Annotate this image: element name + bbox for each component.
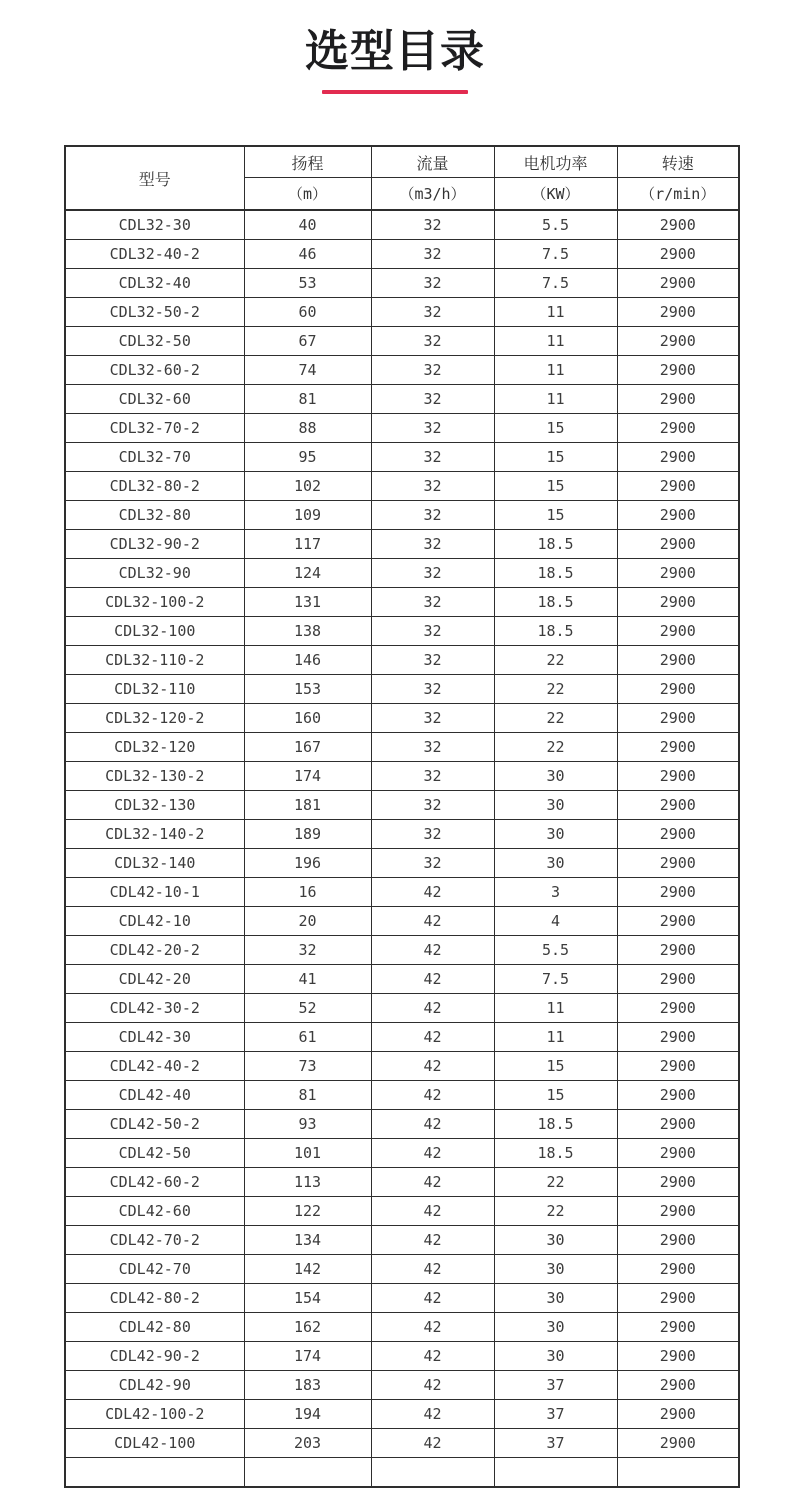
table-row bbox=[65, 1197, 739, 1226]
speed-cell: 2900 bbox=[617, 356, 739, 385]
table-row bbox=[65, 1400, 739, 1429]
header-label-row bbox=[65, 146, 739, 178]
head-cell: 142 bbox=[244, 1255, 371, 1284]
head-cell: 81 bbox=[244, 385, 371, 414]
power-cell: 18.5 bbox=[494, 1110, 617, 1139]
model-cell: CDL42-10-1 bbox=[65, 878, 244, 907]
speed-cell: 2900 bbox=[617, 820, 739, 849]
head-cell: 41 bbox=[244, 965, 371, 994]
page-title: 选型目录 bbox=[305, 26, 485, 77]
flow-cell: 32 bbox=[371, 443, 494, 472]
table-row bbox=[65, 1284, 739, 1313]
power-cell: 15 bbox=[494, 414, 617, 443]
flow-cell: 42 bbox=[371, 907, 494, 936]
head-cell: 124 bbox=[244, 559, 371, 588]
flow-cell: 32 bbox=[371, 385, 494, 414]
head-cell: 40 bbox=[244, 210, 371, 240]
table-row bbox=[65, 675, 739, 704]
flow-cell: 32 bbox=[371, 646, 494, 675]
table-body bbox=[65, 210, 739, 1487]
speed-cell: 2900 bbox=[617, 965, 739, 994]
table-row bbox=[65, 501, 739, 530]
col-header-speed: 转速 bbox=[617, 146, 739, 178]
model-cell: CDL42-50 bbox=[65, 1139, 244, 1168]
speed-cell: 2900 bbox=[617, 1139, 739, 1168]
flow-cell: 42 bbox=[371, 1197, 494, 1226]
table-row bbox=[65, 1313, 739, 1342]
table-row bbox=[65, 298, 739, 327]
head-cell: 93 bbox=[244, 1110, 371, 1139]
table-row bbox=[65, 849, 739, 878]
power-cell: 15 bbox=[494, 472, 617, 501]
flow-cell: 32 bbox=[371, 269, 494, 298]
table-row bbox=[65, 1081, 739, 1110]
power-cell: 15 bbox=[494, 501, 617, 530]
speed-cell: 2900 bbox=[617, 617, 739, 646]
flow-cell: 32 bbox=[371, 356, 494, 385]
power-cell: 11 bbox=[494, 327, 617, 356]
flow-cell: 42 bbox=[371, 1255, 494, 1284]
head-cell: 194 bbox=[244, 1400, 371, 1429]
head-cell: 131 bbox=[244, 588, 371, 617]
model-cell: CDL32-70 bbox=[65, 443, 244, 472]
table-row bbox=[65, 733, 739, 762]
head-cell: 32 bbox=[244, 936, 371, 965]
power-cell: 15 bbox=[494, 1081, 617, 1110]
table-row bbox=[65, 588, 739, 617]
power-cell bbox=[494, 1458, 617, 1488]
model-cell: CDL32-80 bbox=[65, 501, 244, 530]
speed-cell: 2900 bbox=[617, 588, 739, 617]
flow-cell: 32 bbox=[371, 733, 494, 762]
model-cell: CDL42-40-2 bbox=[65, 1052, 244, 1081]
speed-cell: 2900 bbox=[617, 1110, 739, 1139]
power-cell: 3 bbox=[494, 878, 617, 907]
table-row bbox=[65, 936, 739, 965]
flow-cell: 32 bbox=[371, 588, 494, 617]
model-cell: CDL42-90-2 bbox=[65, 1342, 244, 1371]
speed-cell: 2900 bbox=[617, 646, 739, 675]
table-row bbox=[65, 559, 739, 588]
table-row bbox=[65, 327, 739, 356]
head-cell: 189 bbox=[244, 820, 371, 849]
model-cell: CDL42-30 bbox=[65, 1023, 244, 1052]
power-cell: 18.5 bbox=[494, 1139, 617, 1168]
model-cell: CDL32-140 bbox=[65, 849, 244, 878]
speed-cell: 2900 bbox=[617, 501, 739, 530]
flow-cell: 32 bbox=[371, 298, 494, 327]
table-row bbox=[65, 1168, 739, 1197]
head-cell: 102 bbox=[244, 472, 371, 501]
col-unit-speed: （r/min） bbox=[617, 178, 739, 211]
table-header bbox=[65, 146, 739, 210]
power-cell: 11 bbox=[494, 298, 617, 327]
model-cell: CDL32-70-2 bbox=[65, 414, 244, 443]
speed-cell: 2900 bbox=[617, 1226, 739, 1255]
head-cell: 160 bbox=[244, 704, 371, 733]
flow-cell: 42 bbox=[371, 1400, 494, 1429]
title-underline bbox=[322, 90, 468, 94]
col-unit-head: （m） bbox=[244, 178, 371, 211]
table-row bbox=[65, 1371, 739, 1400]
flow-cell: 42 bbox=[371, 965, 494, 994]
head-cell: 134 bbox=[244, 1226, 371, 1255]
power-cell: 7.5 bbox=[494, 269, 617, 298]
model-cell: CDL42-20 bbox=[65, 965, 244, 994]
power-cell: 30 bbox=[494, 1226, 617, 1255]
power-cell: 7.5 bbox=[494, 965, 617, 994]
speed-cell: 2900 bbox=[617, 298, 739, 327]
speed-cell bbox=[617, 1458, 739, 1488]
head-cell: 138 bbox=[244, 617, 371, 646]
model-cell: CDL42-20-2 bbox=[65, 936, 244, 965]
model-cell: CDL42-80-2 bbox=[65, 1284, 244, 1313]
speed-cell: 2900 bbox=[617, 559, 739, 588]
flow-cell: 42 bbox=[371, 1284, 494, 1313]
page-header bbox=[0, 0, 790, 94]
model-cell: CDL42-80 bbox=[65, 1313, 244, 1342]
flow-cell bbox=[371, 1458, 494, 1488]
head-cell: 101 bbox=[244, 1139, 371, 1168]
speed-cell: 2900 bbox=[617, 1168, 739, 1197]
col-unit-power: （KW） bbox=[494, 178, 617, 211]
power-cell: 15 bbox=[494, 443, 617, 472]
head-cell: 95 bbox=[244, 443, 371, 472]
table-row bbox=[65, 530, 739, 559]
flow-cell: 32 bbox=[371, 501, 494, 530]
power-cell: 5.5 bbox=[494, 936, 617, 965]
flow-cell: 32 bbox=[371, 530, 494, 559]
head-cell: 74 bbox=[244, 356, 371, 385]
power-cell: 30 bbox=[494, 1255, 617, 1284]
col-header-head: 扬程 bbox=[244, 146, 371, 178]
speed-cell: 2900 bbox=[617, 762, 739, 791]
flow-cell: 42 bbox=[371, 1081, 494, 1110]
table-row bbox=[65, 646, 739, 675]
model-cell: CDL42-90 bbox=[65, 1371, 244, 1400]
model-cell: CDL32-100-2 bbox=[65, 588, 244, 617]
power-cell: 37 bbox=[494, 1429, 617, 1458]
speed-cell: 2900 bbox=[617, 1400, 739, 1429]
power-cell: 30 bbox=[494, 849, 617, 878]
model-cell: CDL32-120 bbox=[65, 733, 244, 762]
head-cell: 113 bbox=[244, 1168, 371, 1197]
head-cell: 167 bbox=[244, 733, 371, 762]
speed-cell: 2900 bbox=[617, 907, 739, 936]
col-header-power: 电机功率 bbox=[494, 146, 617, 178]
speed-cell: 2900 bbox=[617, 704, 739, 733]
model-cell: CDL42-70 bbox=[65, 1255, 244, 1284]
head-cell: 181 bbox=[244, 791, 371, 820]
head-cell: 183 bbox=[244, 1371, 371, 1400]
speed-cell: 2900 bbox=[617, 849, 739, 878]
model-cell: CDL32-30 bbox=[65, 210, 244, 240]
model-cell: CDL32-90-2 bbox=[65, 530, 244, 559]
head-cell: 61 bbox=[244, 1023, 371, 1052]
table-row bbox=[65, 269, 739, 298]
flow-cell: 42 bbox=[371, 1168, 494, 1197]
head-cell: 73 bbox=[244, 1052, 371, 1081]
selection-table bbox=[64, 145, 740, 1488]
model-cell: CDL32-110-2 bbox=[65, 646, 244, 675]
speed-cell: 2900 bbox=[617, 994, 739, 1023]
flow-cell: 32 bbox=[371, 210, 494, 240]
model-cell: CDL32-120-2 bbox=[65, 704, 244, 733]
speed-cell: 2900 bbox=[617, 1284, 739, 1313]
head-cell: 46 bbox=[244, 240, 371, 269]
speed-cell: 2900 bbox=[617, 269, 739, 298]
speed-cell: 2900 bbox=[617, 1342, 739, 1371]
model-cell: CDL32-140-2 bbox=[65, 820, 244, 849]
flow-cell: 42 bbox=[371, 1226, 494, 1255]
model-cell: CDL42-60 bbox=[65, 1197, 244, 1226]
speed-cell: 2900 bbox=[617, 1255, 739, 1284]
table-row bbox=[65, 762, 739, 791]
model-cell bbox=[65, 1458, 244, 1488]
speed-cell: 2900 bbox=[617, 936, 739, 965]
model-cell: CDL32-130 bbox=[65, 791, 244, 820]
power-cell: 4 bbox=[494, 907, 617, 936]
speed-cell: 2900 bbox=[617, 1023, 739, 1052]
flow-cell: 42 bbox=[371, 1052, 494, 1081]
power-cell: 30 bbox=[494, 1284, 617, 1313]
model-cell: CDL42-30-2 bbox=[65, 994, 244, 1023]
table-row bbox=[65, 240, 739, 269]
model-cell: CDL42-60-2 bbox=[65, 1168, 244, 1197]
speed-cell: 2900 bbox=[617, 878, 739, 907]
head-cell: 203 bbox=[244, 1429, 371, 1458]
head-cell: 16 bbox=[244, 878, 371, 907]
model-cell: CDL32-60 bbox=[65, 385, 244, 414]
power-cell: 11 bbox=[494, 1023, 617, 1052]
head-cell: 153 bbox=[244, 675, 371, 704]
flow-cell: 32 bbox=[371, 820, 494, 849]
power-cell: 18.5 bbox=[494, 530, 617, 559]
head-cell: 67 bbox=[244, 327, 371, 356]
flow-cell: 32 bbox=[371, 762, 494, 791]
speed-cell: 2900 bbox=[617, 791, 739, 820]
head-cell: 109 bbox=[244, 501, 371, 530]
model-cell: CDL42-100 bbox=[65, 1429, 244, 1458]
table-row bbox=[65, 414, 739, 443]
speed-cell: 2900 bbox=[617, 472, 739, 501]
power-cell: 11 bbox=[494, 356, 617, 385]
table-row bbox=[65, 210, 739, 240]
speed-cell: 2900 bbox=[617, 733, 739, 762]
model-cell: CDL32-50-2 bbox=[65, 298, 244, 327]
model-cell: CDL32-40-2 bbox=[65, 240, 244, 269]
head-cell: 174 bbox=[244, 762, 371, 791]
head-cell: 52 bbox=[244, 994, 371, 1023]
power-cell: 18.5 bbox=[494, 617, 617, 646]
table-row bbox=[65, 907, 739, 936]
power-cell: 5.5 bbox=[494, 210, 617, 240]
flow-cell: 32 bbox=[371, 791, 494, 820]
table-row bbox=[65, 356, 739, 385]
head-cell: 53 bbox=[244, 269, 371, 298]
table-row-partial bbox=[65, 1458, 739, 1488]
model-cell: CDL32-130-2 bbox=[65, 762, 244, 791]
model-cell: CDL32-110 bbox=[65, 675, 244, 704]
flow-cell: 32 bbox=[371, 704, 494, 733]
flow-cell: 32 bbox=[371, 559, 494, 588]
speed-cell: 2900 bbox=[617, 675, 739, 704]
head-cell: 88 bbox=[244, 414, 371, 443]
speed-cell: 2900 bbox=[617, 1052, 739, 1081]
head-cell: 196 bbox=[244, 849, 371, 878]
speed-cell: 2900 bbox=[617, 443, 739, 472]
flow-cell: 42 bbox=[371, 1429, 494, 1458]
power-cell: 22 bbox=[494, 733, 617, 762]
speed-cell: 2900 bbox=[617, 210, 739, 240]
speed-cell: 2900 bbox=[617, 530, 739, 559]
model-cell: CDL42-40 bbox=[65, 1081, 244, 1110]
table-row bbox=[65, 472, 739, 501]
power-cell: 15 bbox=[494, 1052, 617, 1081]
head-cell: 117 bbox=[244, 530, 371, 559]
power-cell: 22 bbox=[494, 646, 617, 675]
model-cell: CDL32-90 bbox=[65, 559, 244, 588]
col-header-flow: 流量 bbox=[371, 146, 494, 178]
flow-cell: 32 bbox=[371, 414, 494, 443]
flow-cell: 32 bbox=[371, 617, 494, 646]
model-cell: CDL32-50 bbox=[65, 327, 244, 356]
flow-cell: 42 bbox=[371, 1023, 494, 1052]
model-cell: CDL32-100 bbox=[65, 617, 244, 646]
col-header-model: 型号 bbox=[65, 146, 244, 210]
model-cell: CDL32-60-2 bbox=[65, 356, 244, 385]
power-cell: 11 bbox=[494, 385, 617, 414]
power-cell: 7.5 bbox=[494, 240, 617, 269]
flow-cell: 32 bbox=[371, 849, 494, 878]
model-cell: CDL42-70-2 bbox=[65, 1226, 244, 1255]
table-row bbox=[65, 994, 739, 1023]
flow-cell: 42 bbox=[371, 936, 494, 965]
table-row bbox=[65, 878, 739, 907]
table-row bbox=[65, 704, 739, 733]
power-cell: 37 bbox=[494, 1400, 617, 1429]
power-cell: 30 bbox=[494, 1313, 617, 1342]
model-cell: CDL32-40 bbox=[65, 269, 244, 298]
table-row bbox=[65, 791, 739, 820]
power-cell: 18.5 bbox=[494, 559, 617, 588]
model-cell: CDL32-80-2 bbox=[65, 472, 244, 501]
power-cell: 18.5 bbox=[494, 588, 617, 617]
table-row bbox=[65, 1255, 739, 1284]
head-cell: 146 bbox=[244, 646, 371, 675]
head-cell: 60 bbox=[244, 298, 371, 327]
table-row bbox=[65, 1342, 739, 1371]
table-row bbox=[65, 1052, 739, 1081]
speed-cell: 2900 bbox=[617, 1429, 739, 1458]
power-cell: 22 bbox=[494, 675, 617, 704]
speed-cell: 2900 bbox=[617, 385, 739, 414]
power-cell: 30 bbox=[494, 820, 617, 849]
table-row bbox=[65, 1139, 739, 1168]
flow-cell: 32 bbox=[371, 327, 494, 356]
flow-cell: 32 bbox=[371, 675, 494, 704]
head-cell: 81 bbox=[244, 1081, 371, 1110]
head-cell: 122 bbox=[244, 1197, 371, 1226]
head-cell: 174 bbox=[244, 1342, 371, 1371]
power-cell: 37 bbox=[494, 1371, 617, 1400]
flow-cell: 42 bbox=[371, 1313, 494, 1342]
speed-cell: 2900 bbox=[617, 1197, 739, 1226]
speed-cell: 2900 bbox=[617, 414, 739, 443]
head-cell: 154 bbox=[244, 1284, 371, 1313]
table-row bbox=[65, 617, 739, 646]
power-cell: 22 bbox=[494, 704, 617, 733]
power-cell: 30 bbox=[494, 791, 617, 820]
flow-cell: 42 bbox=[371, 1371, 494, 1400]
power-cell: 30 bbox=[494, 1342, 617, 1371]
table-row bbox=[65, 1110, 739, 1139]
flow-cell: 42 bbox=[371, 1139, 494, 1168]
power-cell: 11 bbox=[494, 994, 617, 1023]
table-row bbox=[65, 1023, 739, 1052]
table-row bbox=[65, 965, 739, 994]
col-unit-flow: （m3/h） bbox=[371, 178, 494, 211]
speed-cell: 2900 bbox=[617, 1313, 739, 1342]
model-cell: CDL42-50-2 bbox=[65, 1110, 244, 1139]
table-row bbox=[65, 1226, 739, 1255]
flow-cell: 32 bbox=[371, 240, 494, 269]
table-row bbox=[65, 1429, 739, 1458]
speed-cell: 2900 bbox=[617, 1081, 739, 1110]
model-cell: CDL42-10 bbox=[65, 907, 244, 936]
flow-cell: 42 bbox=[371, 1342, 494, 1371]
head-cell: 20 bbox=[244, 907, 371, 936]
table-row bbox=[65, 385, 739, 414]
table-row bbox=[65, 443, 739, 472]
speed-cell: 2900 bbox=[617, 1371, 739, 1400]
flow-cell: 32 bbox=[371, 472, 494, 501]
speed-cell: 2900 bbox=[617, 327, 739, 356]
flow-cell: 42 bbox=[371, 1110, 494, 1139]
head-cell: 162 bbox=[244, 1313, 371, 1342]
flow-cell: 42 bbox=[371, 878, 494, 907]
speed-cell: 2900 bbox=[617, 240, 739, 269]
flow-cell: 42 bbox=[371, 994, 494, 1023]
table-row bbox=[65, 820, 739, 849]
power-cell: 22 bbox=[494, 1197, 617, 1226]
head-cell bbox=[244, 1458, 371, 1488]
power-cell: 30 bbox=[494, 762, 617, 791]
model-cell: CDL42-100-2 bbox=[65, 1400, 244, 1429]
power-cell: 22 bbox=[494, 1168, 617, 1197]
